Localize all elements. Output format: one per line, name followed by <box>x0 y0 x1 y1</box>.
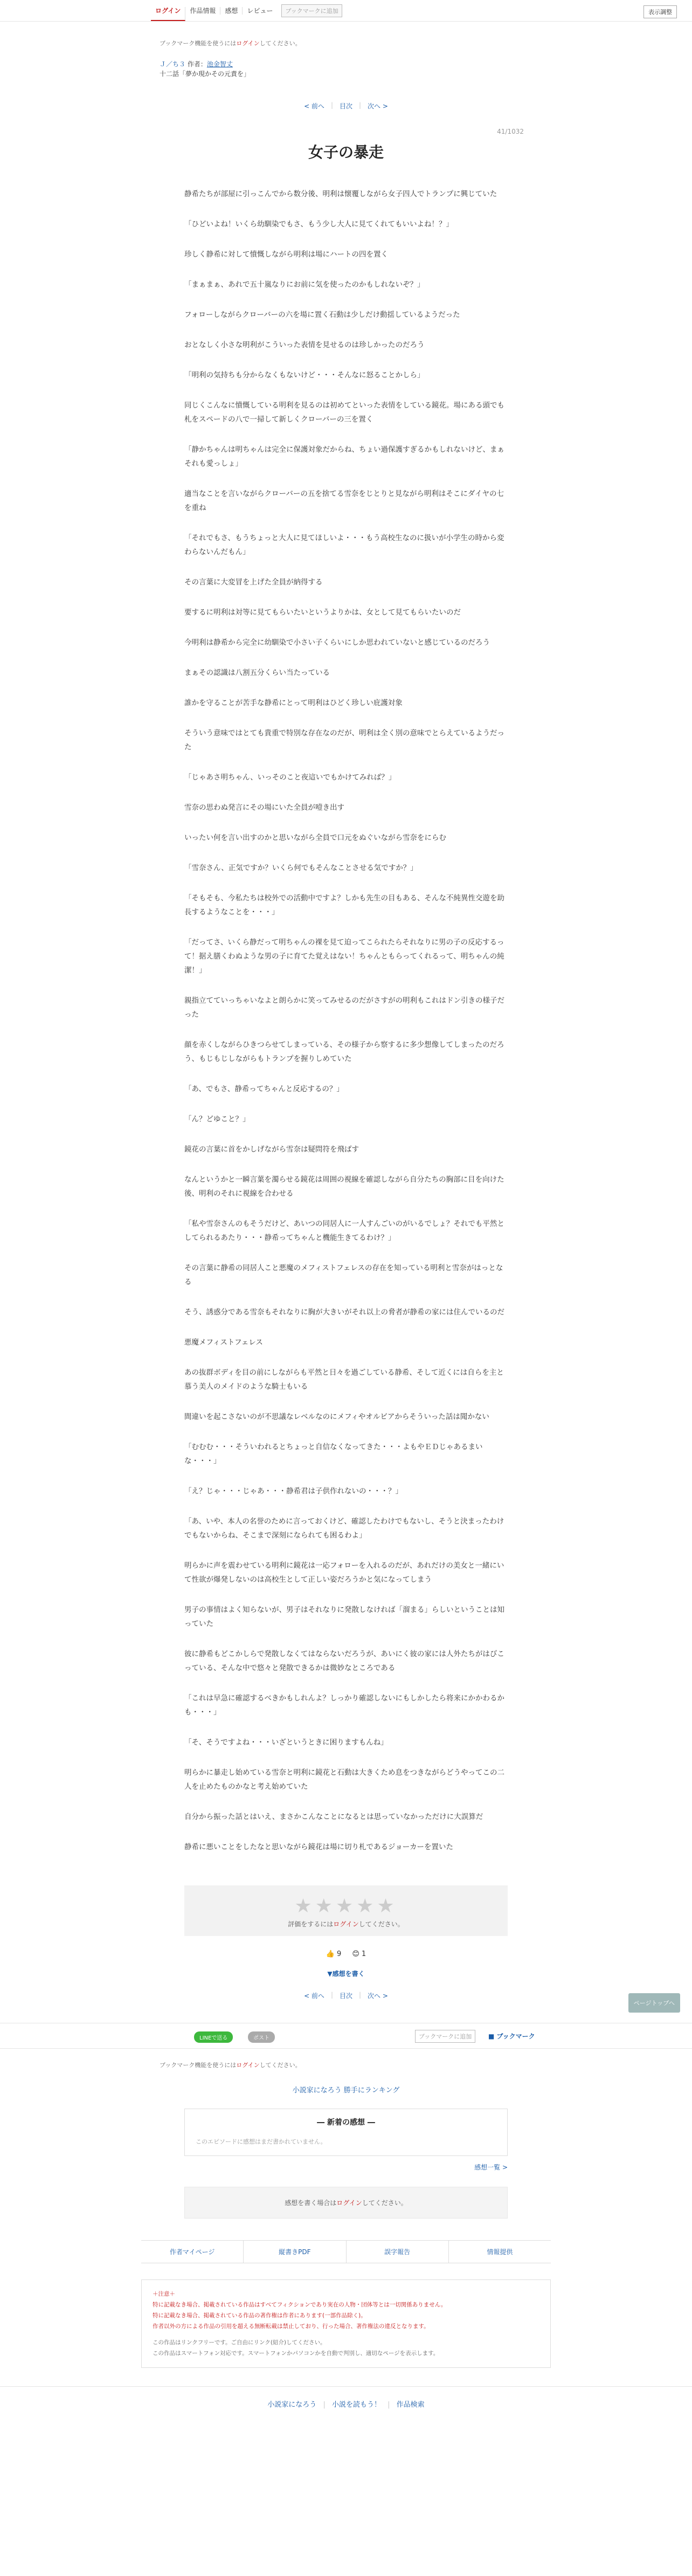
body-paragraph: 雪奈の思わぬ発言にその場にいた全員が噎き出す <box>184 803 344 812</box>
episode-number: 41/1032 <box>497 128 524 135</box>
body-paragraph: 間違いを起こさないのが不思議なレベルなのにメフィやオルビアからそういった話は聞かない <box>184 1413 489 1421</box>
star-rating-icon[interactable]: ★★★★★ <box>294 1895 398 1917</box>
top-bar <box>0 0 692 22</box>
ranking-links <box>0 2084 692 2095</box>
body-paragraph: 明らかに暴走し始めている雪奈と明利に鏡花と石動は大きくため息をつきながらどうやってこの二人を止めたものかなと考え始めていた <box>184 1768 504 1791</box>
reactions <box>0 1950 692 1958</box>
body-paragraph: 鏡花の言葉に首をかしげながら雪奈は疑問符を飛ばす <box>184 1145 359 1154</box>
body-paragraph: 「あ、でもさ、静希ってちゃんと反応するの？」 <box>184 1085 344 1093</box>
rating-box: ★★★★★ 評価をするにはログインしてください。 <box>184 1885 508 1936</box>
body-paragraph: 要するに明利は対等に見てもらいたいというよりかは、女として見てもらいたいのだ <box>184 608 461 617</box>
share-bar <box>0 2023 692 2049</box>
new-impressions-title: ― 新着の感想 ― <box>317 2118 375 2127</box>
body-paragraph: 「じゃあさ明ちゃん、いっそのこと夜這いでもかけてみれば？」 <box>184 773 396 782</box>
bookmark-note-bottom: ブックマーク機能を使うにはログインしてください。 <box>160 2062 301 2069</box>
body-paragraph: 「明利の気持ちも分からなくもないけど・・・そんなに怒ることかしら」 <box>184 371 425 380</box>
page-title: 女子の暴走 <box>308 143 384 161</box>
body-paragraph: 静希に悪いことをしたなと思いながら鏡花は場に切り札であるジョーカーを置いた <box>184 1843 453 1851</box>
prev-link-bottom[interactable]: < 前へ <box>304 1992 324 2000</box>
body-paragraph: いったい何を言い出すのかと思いながら全員で口元をぬぐいながら雪奈をにらむ <box>184 834 446 842</box>
body-paragraph: フォローしながらクローバーの六を場に置く石動は少しだけ動揺しているようだった <box>184 311 460 319</box>
body-paragraph: 「え？じゃ・・・じゃあ・・・静希君は子供作れないの・・・？」 <box>184 1487 403 1496</box>
chapter-title: 十二話「夢か現かその元責を」 <box>160 70 251 78</box>
next-link-bottom[interactable]: 次へ > <box>368 1992 388 2000</box>
search-link[interactable]: 作品検索 <box>396 2401 425 2409</box>
smile-icon: 😊 <box>352 1950 359 1958</box>
impression-login-link[interactable]: ログイン <box>336 2199 362 2207</box>
body-paragraph: 彼に静希もどこかしらで発散しなくてはならないだろうが、あいにく彼の家には人外たちがはびこっている、そんな中で悠々と発散できるかは微妙なところである <box>184 1650 504 1672</box>
body-paragraph: 「ん？どゆこと？」 <box>184 1115 250 1124</box>
body-paragraph: おとなしく小さな明利がこういった表情を見せるのは珍しかったのだろう <box>184 341 425 349</box>
typo-report-link[interactable]: 誤字報告 <box>347 2241 449 2263</box>
author-link[interactable]: 池金智丈 <box>206 60 233 68</box>
novel-info-link[interactable]: 作品情報 <box>185 7 220 15</box>
review-link[interactable]: レビュー <box>247 6 273 15</box>
body-paragraph: 男子の事情はよく知らないが、男子はそれなりに発散しなければ「溜まる」らしいということは知っていた <box>184 1606 504 1628</box>
series-link[interactable]: Ｊ／ち３ <box>160 60 186 68</box>
body-paragraph: 「ひどいよね！いくら幼馴染でもさ、もう少し大人に見てくれてもいいよね！？」 <box>184 220 453 229</box>
index-link[interactable]: 目次 <box>339 102 352 110</box>
pager-bottom: < 前へ | 目次 | 次へ > <box>304 1991 388 2000</box>
body-paragraph: 「そ、そうですよね・・・いざというときに困りますもんね」 <box>184 1738 388 1747</box>
page-top-button[interactable]: ページトップへ <box>628 1993 680 2013</box>
caution-text: ＋注意＋ 特に記載なき場合、掲載されている作品はすべてフィクションであり実在の人物・団体等とは一切関係ありません。 特に記載なき場合、掲載されている作品の著作権は作者にあります(一部作品除く)。 作者以外の方による作品の引用を超える無断転載は禁止しており、行った場合、著作権法の違反となります。 <box>153 2291 447 2330</box>
body-paragraph: 悪魔メフィストフェレス <box>184 1338 263 1347</box>
body-paragraph: 「まぁまぁ、あれで五十嵐なりにお前に気を使ったのかもしれないぞ？」 <box>184 280 425 289</box>
thumbs-up-reaction[interactable]: 👍 9 <box>326 1950 342 1958</box>
impressions-link[interactable]: 感想 <box>220 7 243 15</box>
no-impressions-text: このエピソードに感想はまだ書かれていません。 <box>196 2138 327 2145</box>
body-paragraph: その言葉に大変冒を上げた全員が納得する <box>184 578 323 587</box>
body-paragraph: 適当なことを言いながらクローバーの五を捨てる雪奈をじとりと見ながら明利はそこにダイヤの七を重ね <box>184 490 504 512</box>
vertical-pdf-link[interactable]: 縦書きPDF <box>244 2241 346 2263</box>
body-paragraph: 誰かを守ることが苦手な静希にとって明利はひどく珍しい庇護対象 <box>184 699 403 707</box>
body-paragraph: 「だってさ、いくら静だって明ちゃんの裸を見て迫ってこられたらそれなりに男の子の反応するって！据え膳くわぬような男の子に育てた覚えはない！ちゃんともらってくれるって、明ちゃんの純潔！」 <box>184 938 504 975</box>
body-paragraph: 静希たちが部屋に引っこんでから数分後、明利は懐覆しながら女子四人でトランプに興じていた <box>184 190 497 198</box>
prev-link[interactable]: < 前へ <box>304 102 324 110</box>
body-paragraph: 「これは早急に確認するべきかもしれんよ？しっかり確認しないにもしかしたら将来にかかわるかも・・・」 <box>184 1694 504 1717</box>
body-paragraph: 自分から振った話とはいえ、まさかこんなことになるとは思っていなかっただけに大誤算だ <box>184 1813 483 1821</box>
top-nav <box>151 0 342 21</box>
bookmark-button[interactable]: ■ ブックマーク <box>488 2033 535 2040</box>
bookmark-add-button[interactable]: ブックマークに追加 <box>281 4 342 17</box>
body-paragraph: 「雪奈さん、正気ですか？いくら何でもそんなことさせる気ですか？」 <box>184 864 418 872</box>
body-paragraph: そういう意味ではとても貴重で特別な存在なのだが、明利は全く別の意味でとらえているようだった <box>184 729 504 752</box>
body-paragraph: 「静かちゃんは明ちゃんは完全に保護対象だからね、ちょい過保護すぎるかもしれないけど、まぁそれも愛っしょ」 <box>184 445 504 468</box>
bookmark-add-button-bottom[interactable]: ブックマークに追加 <box>415 2030 475 2043</box>
bookmark-login-link[interactable]: ログイン <box>236 40 260 47</box>
body-paragraph: 「そもそも、今私たちは校外での活動中ですよ？しかも先生の目もある、そんな不純異性交遊を助長するようなことを・・・」 <box>184 894 504 917</box>
body-paragraph: 「あ、いや、本人の名誉のために言っておくけど、確認したわけでもないし、そうと決まったわけでもないからね、そこまで深刻になられても困るわよ」 <box>184 1517 504 1540</box>
line-share-button[interactable]: LINEで送る <box>194 2031 233 2043</box>
ranking-link[interactable]: 小説家になろう 勝手にランキング <box>292 2086 400 2095</box>
novel-body <box>184 187 508 1854</box>
body-paragraph: まぁその認識は八割五分くらい当たっている <box>184 669 330 677</box>
footer-bar: 小説家になろう | 小説を読もう！ | 作品検索 <box>0 2386 692 2409</box>
impressions-list-link[interactable]: 感想一覧 > <box>474 2164 508 2171</box>
bookmark-login-link-bottom[interactable]: ログイン <box>236 2062 260 2069</box>
body-paragraph: その言葉に静希の同居人こと悪魔のメフィストフェレスの存在を知っている明利と雪奈がはっとなる <box>184 1264 503 1286</box>
author-mypage-link[interactable]: 作者マイページ <box>141 2241 244 2263</box>
body-paragraph: 「むむむ・・・そういわれるとちょっと自信なくなってきた・・・よもやＥＤじゃあるまいな・・・」 <box>184 1443 483 1465</box>
body-paragraph: 親指立てていっちゃいなよと朗らかに笑ってみせるのだがさすがの明利もこれはドン引きの様子だった <box>184 996 504 1019</box>
new-impressions-box <box>184 2109 508 2156</box>
rating-login-link[interactable]: ログイン <box>333 1920 359 1928</box>
body-paragraph: 珍しく静希に対して憤慨しながら明利は場にハートの四を置く <box>184 250 388 259</box>
index-link-bottom[interactable]: 目次 <box>339 1992 352 2000</box>
smile-reaction[interactable]: 😊 1 <box>352 1950 366 1958</box>
body-paragraph: 「私や雪奈さんのもそうだけど、あいつの同居人に一人すんごいのがいるでしょ？それでも平然としてられるあたり・・・静希ってちゃんと機能生きてるわけ？」 <box>184 1220 504 1242</box>
post-share-button[interactable]: ポスト <box>248 2031 275 2043</box>
info-report-link[interactable]: 情報提供 <box>487 2248 513 2256</box>
footer-note <box>141 2279 551 2368</box>
link-free-text: この作品はリンクフリーです。ご自由にリンク(紹介)してください。 この作品はスマートフォン対応です。スマートフォンかパソコンかを自動で判別し、適切なページを表示します。 <box>153 2339 439 2357</box>
login-link[interactable]: ログイン <box>151 7 185 21</box>
body-paragraph: 同じくこんなに憤慨している明利を見るのは初めてといった表情をしている鏡花。場にある頭でも札をスペードの八で一掃して新しくクローバーの三を置く <box>184 401 504 424</box>
novel-info: Ｊ／ち３ 作者：池金智丈 十二話「夢か現かその元責を」 <box>0 59 692 79</box>
thumbs-up-icon: 👍 <box>326 1950 335 1958</box>
impression-login-box: 感想を書く場合はログインしてください。 <box>184 2187 508 2219</box>
body-paragraph: 明らかに声を震わせている明利に鏡花は一応フォローを入れるのだが、あれだけの美女と一緒にいて性欲が爆発しないのは高校生として正しい姿だろうかと気になってしまう <box>184 1561 504 1584</box>
body-paragraph: なんというかと一瞬言葉を濁らせる鏡花は周囲の視線を確認しながら自分たちの胸部に目を向けた後、明利のそれに視線を合わせる <box>184 1175 504 1198</box>
yomou-link[interactable]: 小説を読もう！ <box>331 2401 381 2409</box>
display-settings-button[interactable]: 表示調整 <box>643 5 677 18</box>
next-link[interactable]: 次へ > <box>368 102 388 110</box>
body-paragraph: 今明利は静希から完全に幼馴染で小さい子くらいにしか思われていないと感じているのだろう <box>184 638 490 647</box>
util-links <box>141 2240 551 2263</box>
narou-link[interactable]: 小説家になろう <box>267 2401 317 2409</box>
bookmark-note: ブックマーク機能を使うにはログインしてください。 <box>160 40 301 47</box>
pager-top: < 前へ | 目次 | 次へ > <box>304 101 388 110</box>
body-paragraph: そう、誘惑分である雪奈もそれなりに胸が大きいがそれ以上の脅者が静希の家には住んでいるのだ <box>184 1308 504 1317</box>
body-paragraph: 「それでもさ、もうちょっと大人に見てほしいよ・・・もう高校生なのに扱いが小学生の時から変わらないんだもん」 <box>184 534 504 556</box>
body-paragraph: 顔を赤くしながらひきつらせてしまっている、その様子から察するに多少想像してしまったのだろう、もじもじしながらもトランプを握りしめていた <box>184 1041 504 1063</box>
write-impression-link[interactable]: ▼感想を書く <box>327 1970 365 1978</box>
body-paragraph: あの抜群ボディを目の前にしながらも平然と日々を過ごしている静希、そして近くには自らを主と慕う美人のメイドのような騎士もいる <box>184 1368 504 1391</box>
